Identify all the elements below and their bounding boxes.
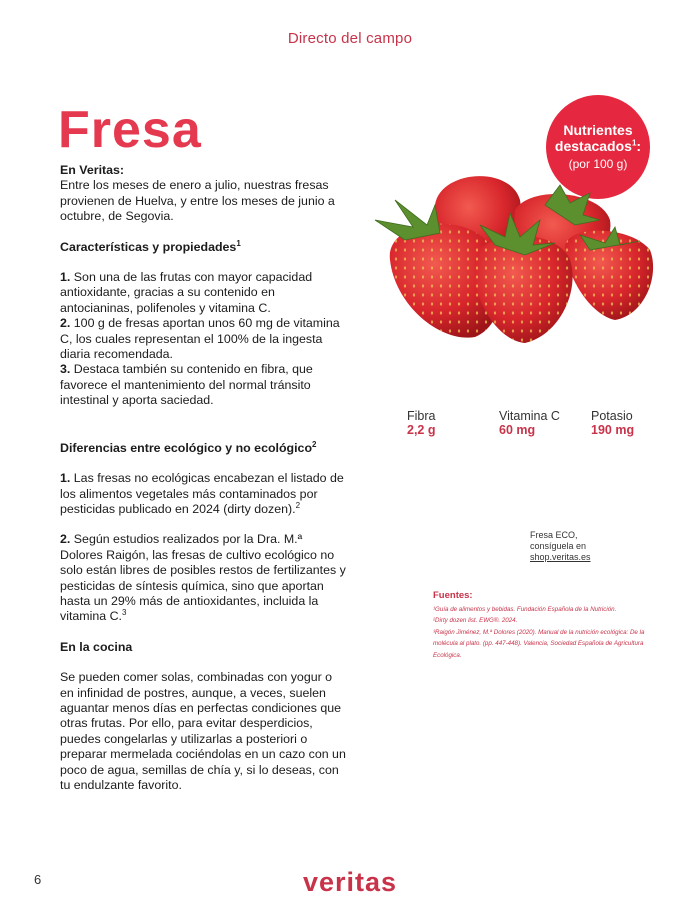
properties-heading: Características y propiedades$^1$ bbox=[60, 238, 241, 254]
main-text-column bbox=[60, 163, 348, 793]
shop-link[interactable]: shop.veritas.es bbox=[530, 552, 591, 562]
strawberries-photo bbox=[365, 165, 660, 350]
page-number: 6 bbox=[34, 872, 42, 887]
sources-block bbox=[433, 590, 658, 661]
nutrient-label: Vitamina C bbox=[499, 409, 560, 423]
kitchen-heading: En la cocina bbox=[60, 639, 133, 654]
page-title: Fresa bbox=[58, 101, 202, 159]
nutrient-potasio bbox=[591, 409, 634, 437]
nutrient-fibra bbox=[407, 409, 436, 437]
veritas-heading: En Veritas: bbox=[60, 163, 125, 177]
eco-heading: Diferencias entre ecológico y no ecológico$^2$ bbox=[60, 439, 317, 455]
badge-subtitle: (por 100 g) bbox=[568, 157, 628, 171]
source-item: ¹Guía de alimentos y bebidas. Fundación Española de la Nutrición. bbox=[433, 605, 617, 613]
badge-title: Nutrientes destacados$^1$: bbox=[554, 122, 642, 154]
property-item: 2. 100 g de fresas aportan unos 60 mg de vitamina C, los cuales representan el 100% de la ingesta diaria recomendada. bbox=[60, 316, 340, 362]
nutrient-value: 60 mg bbox=[499, 423, 536, 437]
source-item: ³Raigón Jiménez, M.ª Dolores (2020). Manual de la nutrición ecológica: De la molécula al plato. (pp. 447-448). Valencia, Sociedad Española de Agricultura Ecológica. bbox=[433, 628, 645, 659]
property-item: 1. Son una de las frutas con mayor capacidad antioxidante, gracias a su contenido en antocianinas, polifenoles y vitamina C. bbox=[60, 270, 313, 315]
veritas-text: Entre los meses de enero a julio, nuestras fresas provienen de Huelva, y entre los meses de junio a octubre, de Segovia. bbox=[60, 178, 335, 224]
property-item: 3. Destaca también su contenido en fibra, que favorece el mantenimiento del normal tránsito intestinal y aporta saciedad. bbox=[60, 362, 313, 408]
nutrient-label: Potasio bbox=[591, 409, 633, 423]
veritas-logo: veritas bbox=[302, 867, 398, 897]
eco-item: 1. Las fresas no ecológicas encabezan el listado de los alimentos vegetales más contaminados por pesticidas publicado en 2024 (dirty dozen).$^2$ bbox=[60, 471, 344, 516]
nutrient-vitamina-c bbox=[499, 409, 560, 437]
nutrient-value: 2,2 g bbox=[407, 423, 436, 437]
eco-note-line: Fresa ECO, bbox=[530, 530, 578, 540]
nutrient-value: 190 mg bbox=[591, 423, 635, 437]
nutrient-label: Fibra bbox=[407, 409, 436, 423]
sources-heading: Fuentes: bbox=[433, 590, 473, 601]
eco-note-line: consíguela en bbox=[530, 541, 587, 551]
kitchen-text: Se pueden comer solas, combinadas con yogur o en infinidad de postres, aunque, a veces, suelen aguantar menos días en perfectas condiciones que otras frutas. Por ello, para evitar desperdicios, puedes congelarlas y utilizarlas a posteriori o preparar mermelada cociéndolas en un cazo con un poco de agua, semillas de chía y, si lo deseas, con tu endulzante favorito. bbox=[60, 670, 346, 792]
source-item: ²Dirty dozen list. EWG®. 2024. bbox=[433, 617, 518, 624]
eco-item: 2. Según estudios realizados por la Dra. M.ª Dolores Raigón, las fresas de cultivo ecológico no solo están libres de posibles restos de fertilizantes y pesticidas de síntesis química, sino que aportan hasta un 29% más de antioxidantes, incluida la vitamina C.$^3$ bbox=[60, 532, 346, 624]
eco-shop-note bbox=[530, 530, 591, 563]
section-header: Directo del campo bbox=[287, 30, 413, 47]
